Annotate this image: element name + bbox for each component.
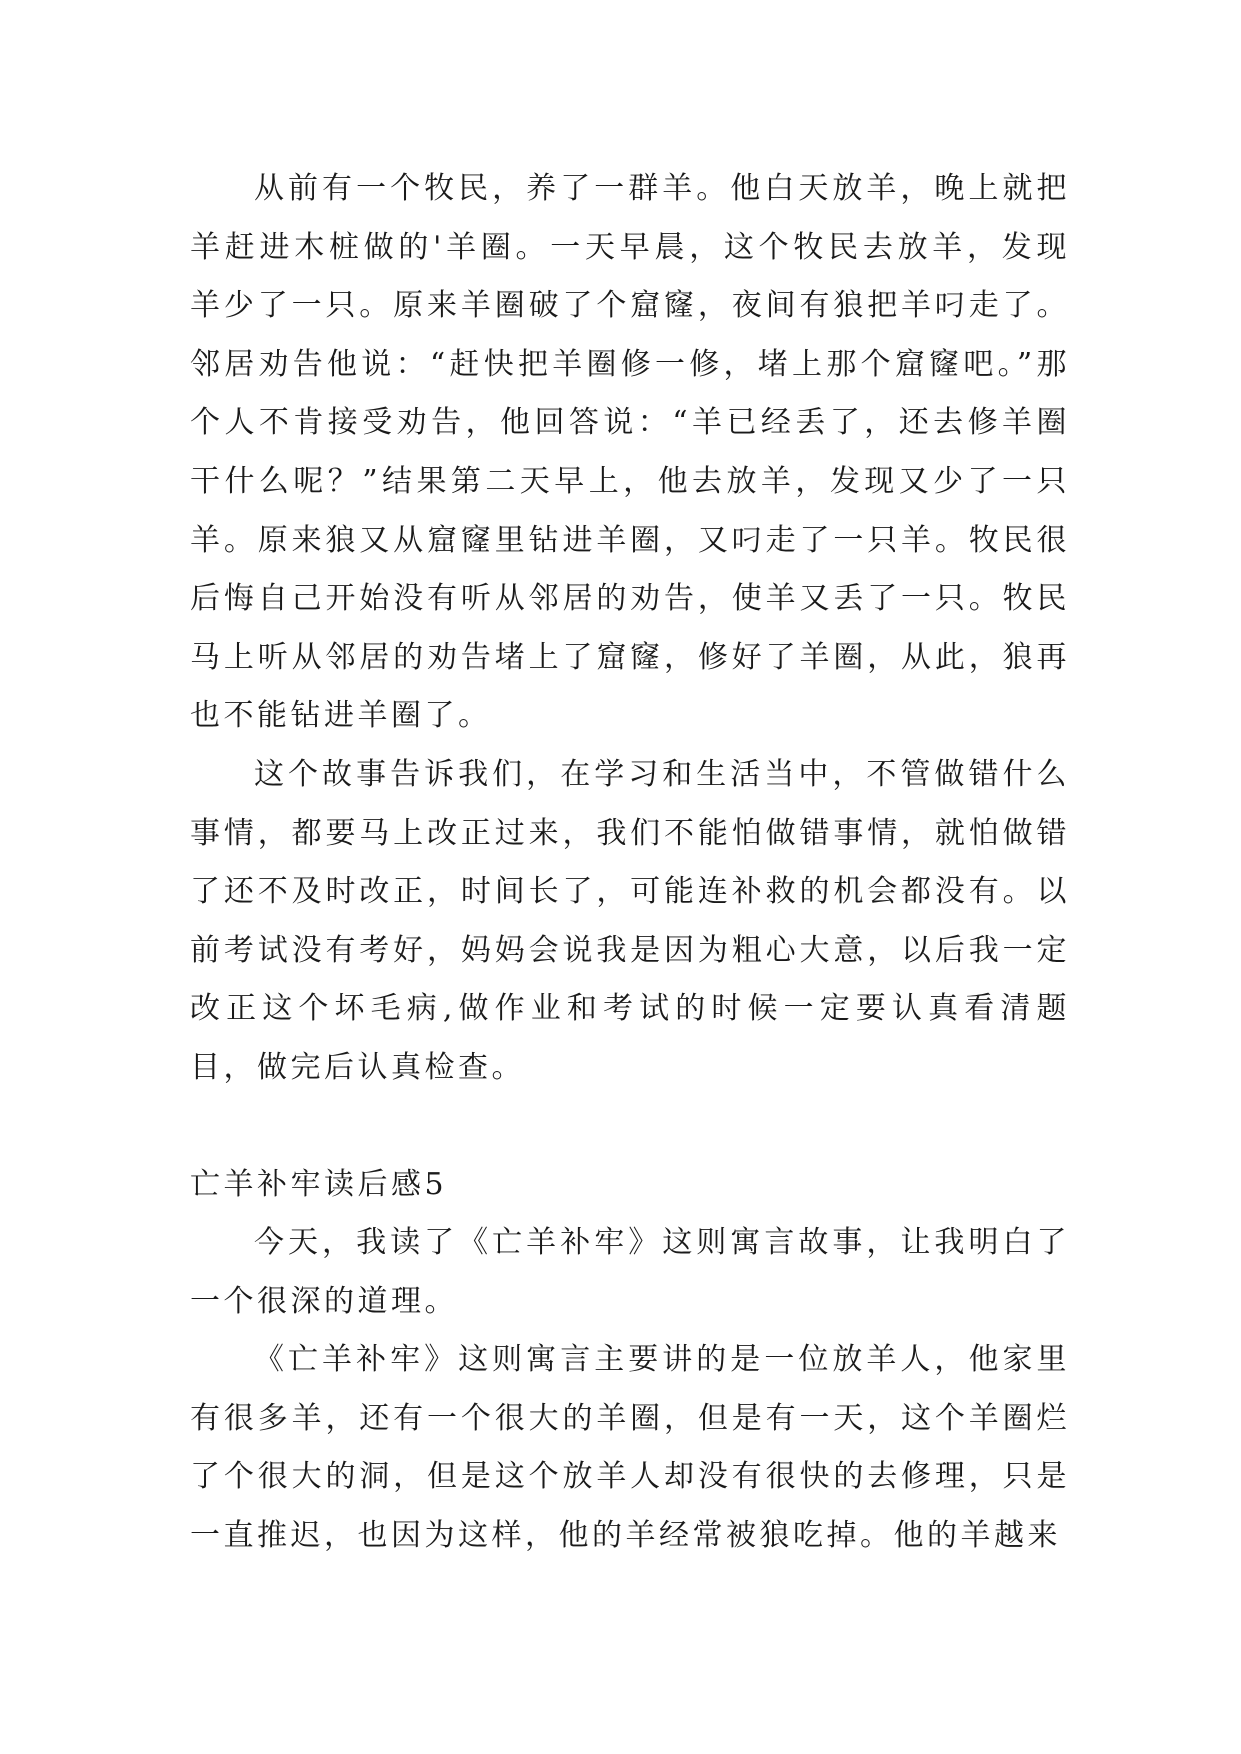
lesson-paragraph: 这个故事告诉我们，在学习和生活当中，不管做错什么事情，都要马上改正过来，我们不能怕做错事情，就怕做错了还不及时改正，时间长了，可能连补救的机会都没有。以前考试没有考好，妈妈会说我是因为粗心大意，以后我一定改正这个坏毛病,做作业和考试的时候一定要认真看清题目，做完后认真检查。 bbox=[190, 756, 1070, 1085]
section-intro-paragraph: 今天，我读了《亡羊补牢》这则寓言故事，让我明白了一个很深的道理。 bbox=[190, 1225, 1070, 1319]
section-summary-paragraph: 《亡羊补牢》这则寓言主要讲的是一位放羊人，他家里有很多羊，还有一个很大的羊圈，但是有一天，这个羊圈烂了个很大的洞，但是这个放羊人却没有很快的去修理，只是一直推迟，也因为这样，他的羊经常被狼吃掉。他的羊越来 bbox=[190, 1342, 1070, 1554]
story-paragraph: 从前有一个牧民，养了一群羊。他白天放羊，晚上就把羊赶进木桩做的'羊圈。一天早晨，这个牧民去放羊，发现羊少了一只。原来羊圈破了个窟窿，夜间有狼把羊叼走了。邻居劝告他说：“赶快把羊圈修一修，堵上那个窟窿吧。”那个人不肯接受劝告，他回答说：“羊已经丢了，还去修羊圈干什么呢？”结果第二天早上，他去放羊，发现又少了一只羊。原来狼又从窟窿里钻进羊圈，又叼走了一只羊。牧民很后悔自己开始没有听从邻居的劝告，使羊又丢了一只。牧民马上听从邻居的劝告堵上了窟窿，修好了羊圈，从此，狼再也不能钻进羊圈了。 bbox=[190, 171, 1070, 734]
document-body bbox=[190, 160, 1070, 1566]
section-heading: 亡羊补牢读后感5 bbox=[190, 1166, 448, 1202]
